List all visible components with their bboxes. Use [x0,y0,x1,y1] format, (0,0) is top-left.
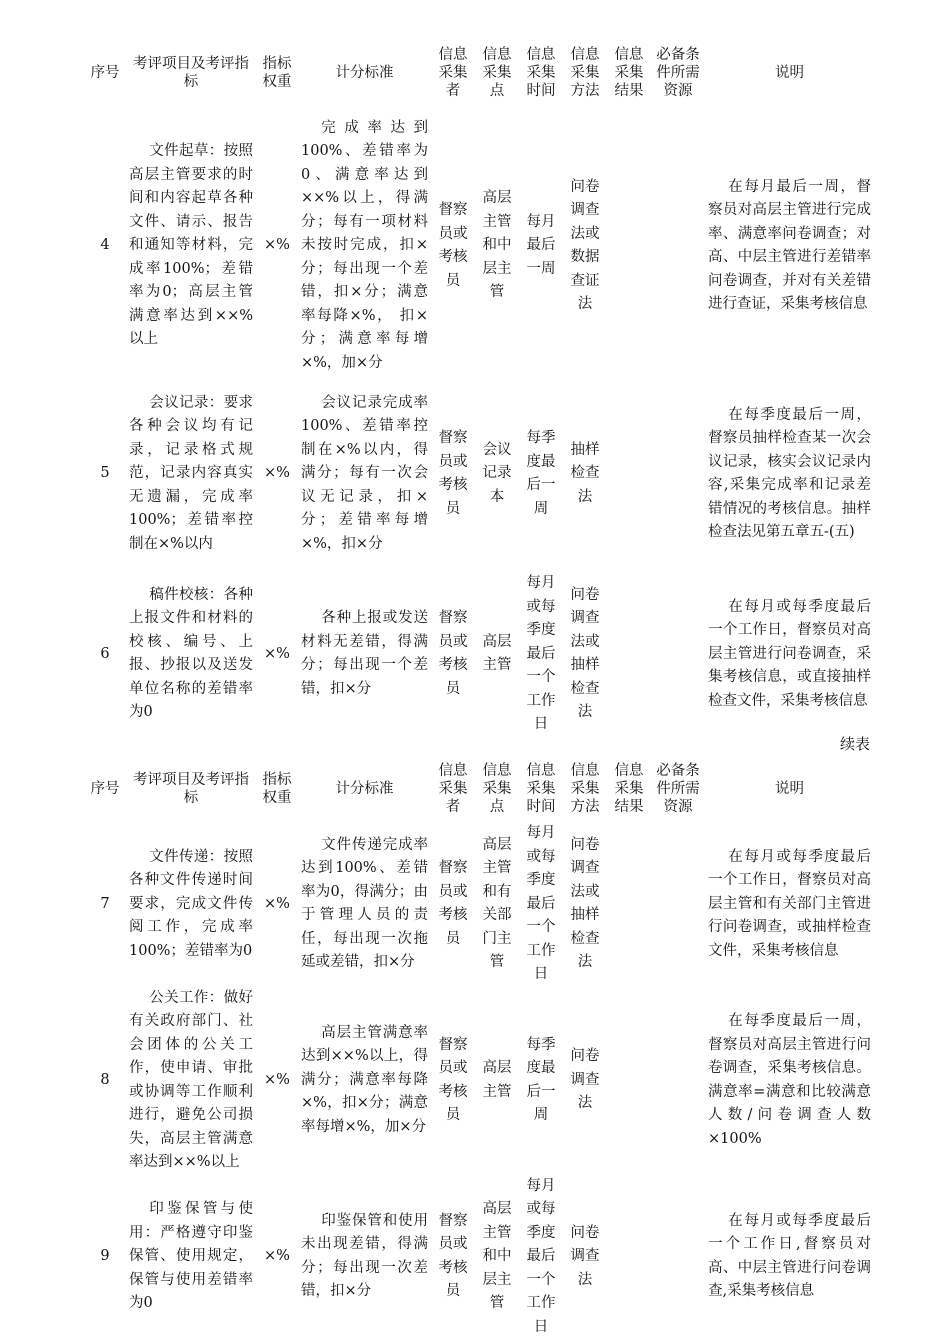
row-resource [651,116,705,376]
row-resource [651,1175,705,1340]
header-resource: 必备条件所需资源 [656,47,700,99]
header-no: 序号 [90,65,120,81]
header-result: 信息采集结果 [614,763,644,815]
row-note: 在每季度最后一周，督察员抽样检查某一次会议记录，核实会议记录内容,采集完成率和记录差错情况的考核信息。抽样检查法见第五章五-(五) [708,406,871,540]
header-result: 信息采集结果 [614,47,644,99]
row-note: 在每月最后一周，督察员对高层主管进行完成率、满意率问卷调查；对高、中层主管进行差错率问卷调查，并对有关差错进行查证，采集考核信息 [708,178,871,312]
row-resource [651,987,705,1175]
row-point: 高层主管和有关部门主管 [482,836,512,971]
row-point: 会议记录本 [482,441,512,505]
row-no: 9 [100,1248,110,1264]
row-item: 会议记录：要求各种会议均有记录，记录格式规范，记录内容真实无遗漏，完成率 100%；差错率控制在×%以内 [129,394,253,552]
row-item: 印鉴保管与使用：严格遵守印鉴保管、使用规定，保管与使用差错率为0 [129,1201,253,1311]
row-collector: 督察员或考核员 [438,1036,468,1123]
row-time: 每月或每季度最后一个工作日 [526,1177,556,1335]
row-note: 在每季度最后一周，督察员对高层主管进行问卷调查，采集考核信息。满意率=满意和比较满意人数/问卷调查人数×100% [708,1013,871,1147]
row-no: 4 [100,237,110,254]
row-time: 每月最后一周 [526,213,556,277]
row-weight: ×% [264,895,290,912]
row-method: 问卷调查法 [570,1224,600,1288]
row-no: 6 [100,645,110,662]
header-time: 信息采集时间 [526,763,556,815]
row-standard: 文件传递完成率达到100%、差错率为0，得满分；由于管理人员的责任，每出现一次拖延或差错，扣×分 [301,836,428,971]
row-collector: 督察员或考核员 [438,610,468,697]
row-no: 5 [100,465,110,482]
row-collector: 督察员或考核员 [438,1212,468,1300]
row-weight: ×% [264,1071,290,1088]
row-point: 高层主管 [482,1060,512,1100]
row-time: 每月或每季度最后一个工作日 [526,825,556,982]
table-row [84,1175,874,1340]
row-collector: 督察员或考核员 [438,860,468,947]
row-no: 7 [100,895,110,912]
row-method: 问卷调查法或数据查证法 [570,178,600,312]
header-collector: 信息采集者 [438,763,468,815]
table-row [84,116,874,376]
table-header-row [84,756,874,822]
row-result [607,822,651,987]
header-method: 信息采集方法 [570,763,600,815]
assessment-table-continued [84,756,874,1339]
continued-label: 续表 [839,735,870,753]
header-point: 信息采集点 [482,763,512,815]
row-standard: 完成率达到100%、差错率为0、满意率达到××%以上，得满分；每有一项材料未按时完成，扣×分；每出现一个差错，扣×分；满意率每降×%， 扣×分；满意率每增×%，加×分 [301,119,428,371]
row-item: 文件传递：按照各种文件传递时间要求，完成文件传阅工作，完成率 100%；差错率为0 [129,848,253,959]
row-method: 问卷调查法或抽样检查法 [570,586,600,721]
header-point: 信息采集点 [482,47,512,99]
row-note: 在每月或每季度最后一个工作日，督察员对高层主管进行问卷调查，采集考核信息，或直接抽样检查文件，采集考核信息 [708,598,871,709]
header-item: 考评项目及考评指标 [133,56,249,90]
header-weight: 指标权重 [262,56,292,90]
row-time: 每季度最后一周 [526,1036,556,1123]
header-note: 说明 [775,65,804,81]
row-method: 问卷调查法 [570,1048,600,1112]
row-standard: 各种上报或发送材料无差错，得满分；每出现一个差错，扣×分 [301,610,428,697]
row-resource [651,572,705,737]
table-row [84,376,874,572]
row-method: 抽样检查法 [570,441,600,505]
row-note: 在每月或每季度最后一个工作日，督察员对高层主管和有关部门主管进行问卷调查，或抽样检查文件，采集考核信息 [708,848,871,959]
row-item: 文件起草：按照高层主管要求的时间和内容起草各种文件、请示、报告和通知等材料，完成率100%；差错率为0；高层主管满意率达到××%以上 [129,143,253,348]
row-result [607,987,651,1175]
header-time: 信息采集时间 [526,47,556,99]
assessment-table [84,30,874,737]
table-row [84,987,874,1175]
row-item: 稿件校核：各种上报文件和材料的校核、编号、上报、抄报以及送发单位名称的差错率为0 [129,586,253,721]
row-no: 8 [100,1071,110,1088]
row-result [607,116,651,376]
table-row [84,822,874,987]
row-point: 高层主管 [482,633,512,674]
row-resource [651,822,705,987]
header-method: 信息采集方法 [570,47,600,99]
table-row [84,572,874,737]
row-item: 公关工作：做好有关政府部门、社会团体的公关工作，使申请、审批或协调等工作顺利进行，避免公司损失，高层主管满意率达到××%以上 [129,989,253,1170]
header-standard: 计分标准 [335,65,394,81]
row-result [607,572,651,737]
header-note: 说明 [775,781,804,797]
row-point: 高层主管和中层主管 [482,1201,512,1311]
header-collector: 信息采集者 [438,47,468,99]
row-note: 在每月或每季度最后一个工作日,督察员对高、中层主管进行问卷调查,采集考核信息 [708,1212,871,1300]
table-header-row [84,30,874,116]
row-weight: ×% [264,465,290,482]
row-resource [651,376,705,572]
row-weight: ×% [264,1248,290,1264]
header-no: 序号 [90,781,120,797]
header-weight: 指标权重 [262,772,292,806]
row-method: 问卷调查法或抽样检查法 [570,836,600,971]
row-point: 高层主管和中层主管 [482,190,512,301]
row-collector: 督察员或考核员 [438,430,468,517]
row-result [607,376,651,572]
row-time: 每季度最后一周 [526,430,556,517]
header-standard: 计分标准 [335,781,394,797]
row-standard: 会议记录完成率 100%、差错率控制在×%以内，得满分；每有一次会议无记录，扣×分；差错率每增×%，扣×分 [301,394,428,552]
header-resource: 必备条件所需资源 [656,763,700,815]
header-item: 考评项目及考评指标 [133,772,249,806]
row-standard: 印鉴保管和使用未出现差错，得满分；每出现一次差错，扣×分 [301,1212,428,1300]
row-weight: ×% [264,237,290,254]
row-weight: ×% [264,645,290,662]
row-standard: 高层主管满意率达到××%以上，得满分；满意率每降×%，扣×分；满意率每增×%，加×分 [301,1024,428,1135]
row-result [607,1175,651,1340]
row-time: 每月或每季度最后一个工作日 [526,575,556,732]
row-collector: 督察员或考核员 [438,202,468,289]
